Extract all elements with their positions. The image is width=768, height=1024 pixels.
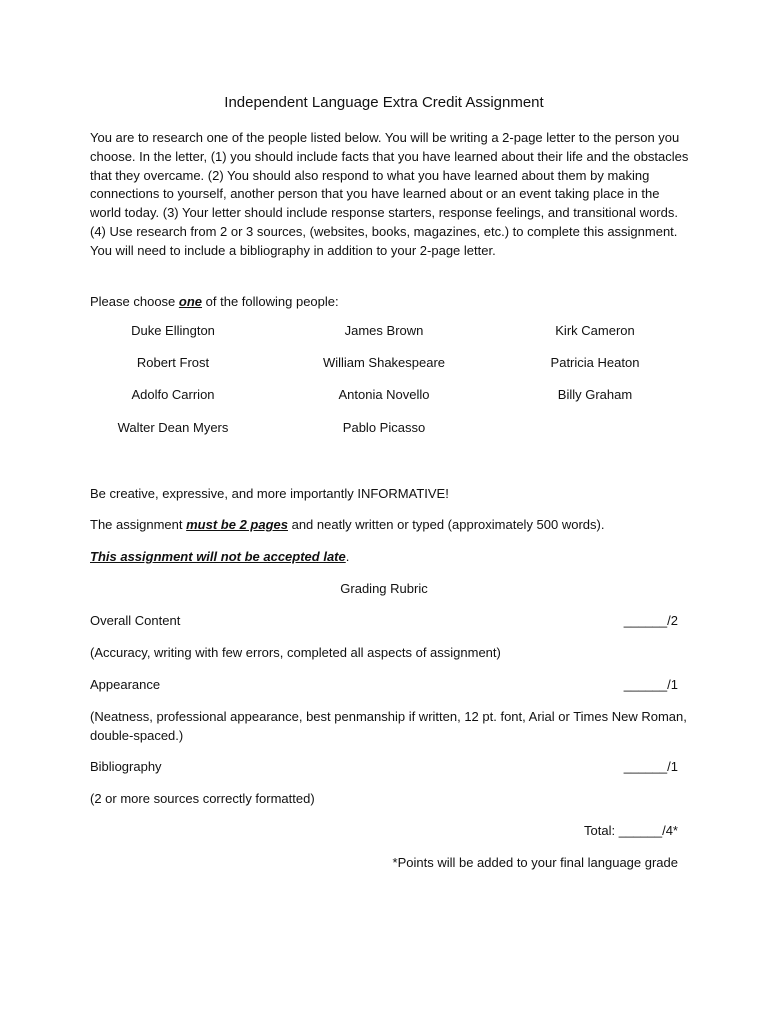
person-name: Duke Ellington <box>131 323 215 338</box>
rubric-note-bibliography: (2 or more sources correctly formatted) <box>90 791 315 806</box>
rubric-note-appearance: (Neatness, professional appearance, best penmanship if written, 12 pt. font, Arial or Times New Roman, double-spaced.) <box>90 709 687 743</box>
creative-line: Be creative, expressive, and more importantly INFORMATIVE! <box>90 486 449 501</box>
rubric-note-content: (Accuracy, writing with few errors, completed all aspects of assignment) <box>90 645 501 660</box>
person-name: Kirk Cameron <box>555 323 635 338</box>
person-name: Walter Dean Myers <box>117 419 229 435</box>
person-name: Pablo Picasso <box>342 419 426 435</box>
late-policy <box>90 548 349 567</box>
rubric-total: Total: ______/4* <box>584 823 678 838</box>
intro-paragraph: You are to research one of the people listed below. You will be writing a 2-page letter to the person you choose. In the letter, (1) you should include facts that you have learned about their life and the obstacles that they overcame. (2) You should also respond to what you have learned about them by making connections to yourself, another person that you have learned about or an event taking place in the world today. (3) Your letter should include response starters, response feelings, and transitional words. (4) Use research from 2 or 3 sources, (websites, books, magazines, etc.) to complete this assignment. You will need to include a bibliography in addition to your 2-page letter. <box>90 130 689 258</box>
pages-before: The assignment <box>90 517 187 532</box>
person-name: Patricia Heaton <box>550 355 640 371</box>
choose-after: of the following people: <box>202 294 339 309</box>
pages-emphasis: must be 2 pages <box>186 517 288 532</box>
late-emphasis: This assignment will not be accepted late <box>90 549 346 564</box>
rubric-heading: Grading Rubric <box>340 581 428 596</box>
rubric-label-appearance: Appearance <box>90 677 161 692</box>
people-list <box>68 322 700 437</box>
person-name: James Brown <box>344 323 424 338</box>
rubric-label-bibliography: Bibliography <box>90 759 162 774</box>
rubric-score-bibliography: ______/1 <box>623 759 678 774</box>
person-name: Antonia Novello <box>338 387 430 403</box>
pages-after: and neatly written or typed (approximately 500 words). <box>287 517 605 532</box>
person-name <box>490 419 700 438</box>
pages-requirement <box>90 516 604 535</box>
page-title: Independent Language Extra Credit Assignment <box>224 94 544 111</box>
person-name: Billy Graham <box>557 387 633 403</box>
rubric-label-content: Overall Content <box>90 613 181 628</box>
choose-instruction <box>90 293 339 312</box>
late-after: . <box>345 549 350 564</box>
choose-before: Please choose <box>90 294 179 309</box>
person-name: Adolfo Carrion <box>131 387 215 403</box>
grade-footnote: *Points will be added to your final language grade <box>392 855 678 870</box>
choose-emphasis: one <box>178 294 203 309</box>
rubric-score-appearance: ______/1 <box>623 677 678 692</box>
rubric-score-content: ______/2 <box>623 613 678 628</box>
person-name: William Shakespeare <box>322 355 446 371</box>
person-name: Robert Frost <box>136 355 210 371</box>
